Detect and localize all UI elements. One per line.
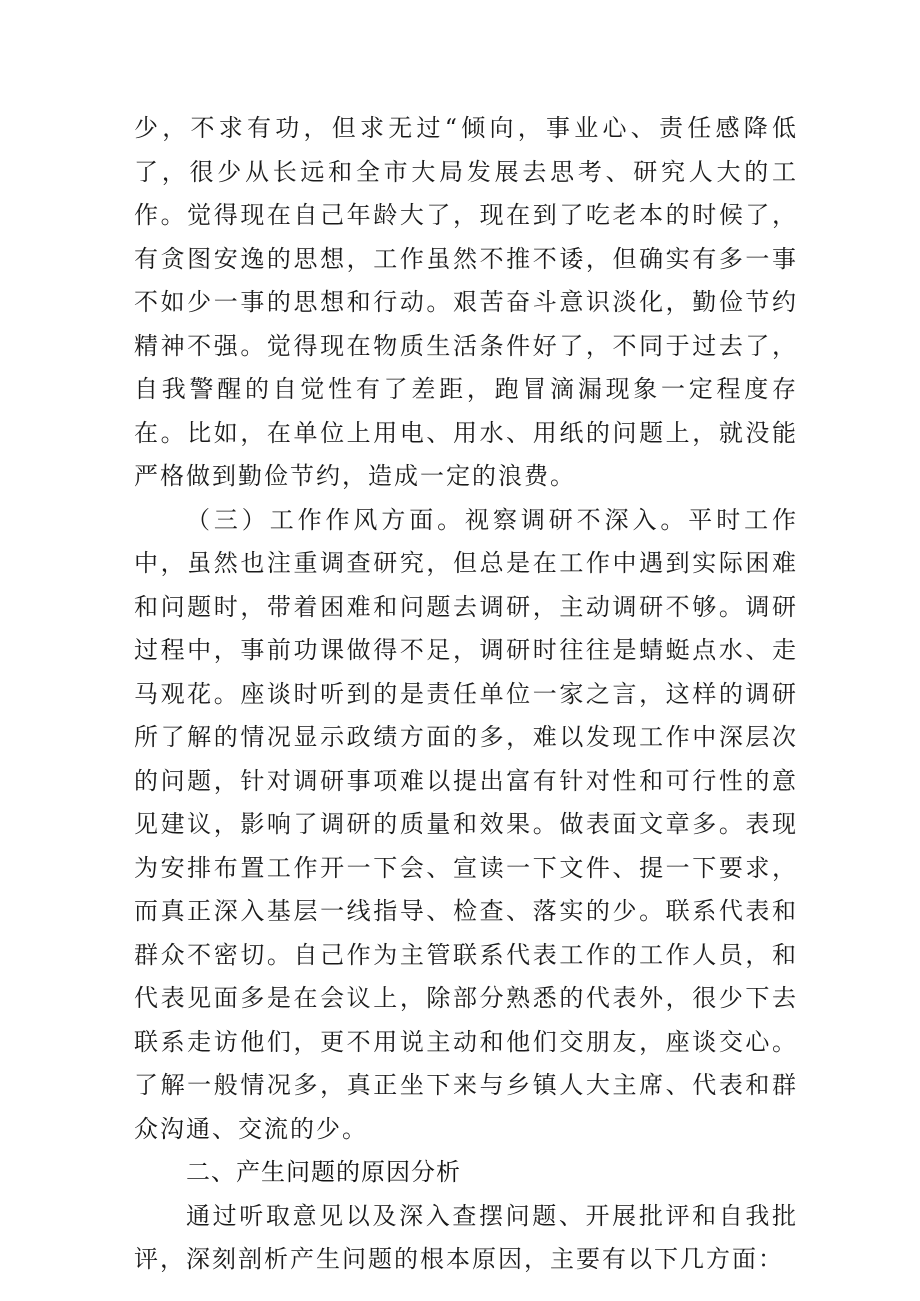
section-heading: 二、产生问题的原因分析 xyxy=(186,1158,461,1186)
paragraph-cause-analysis-intro: 通过听取意见以及深入查摆问题、开展批评和自我批评，深刻剖析产生问题的根本原因，主要有以下几方面： xyxy=(134,1201,798,1273)
paragraph-continuation: 少，不求有功，但求无过“倾向，事业心、责任感降低了，很少从长远和全市大局发展去思考、研究人大的工作。觉得现在自己年龄大了，现在到了吃老本的时候了，有贪图安逸的思想，工作虽然不推不诿，但确实有多一事不如少一事的思想和行动。艰苦奋斗意识淡化，勤俭节约精神不强。觉得现在物质生活条件好了，不同于过去了，自我警醒的自觉性有了差距，跑冒滴漏现象一定程度存在。比如，在单位上用电、用水、用纸的问题上，就没能严格做到勤俭节约，造成一定的浪费。 xyxy=(134,114,798,490)
document-body xyxy=(134,107,798,1282)
paragraph-work-style: （三）工作作风方面。视察调研不深入。平时工作中，虽然也注重调查研究，但总是在工作中遇到实际困难和问题时，带着困难和问题去调研，主动调研不够。调研过程中，事前功课做得不足，调研时往往是蜻蜓点水、走马观花。座谈时听到的是责任单位一家之言，这样的调研所了解的情况显示政绩方面的多，难以发现工作中深层次的问题，针对调研事项难以提出富有针对性和可行性的意见建议，影响了调研的质量和效果。做表面文章多。表现为安排布置工作开一下会、宣读一下文件、提一下要求，而真正深入基层一线指导、检查、落实的少。联系代表和群众不密切。自己作为主管联系代表工作的工作人员，和代表见面多是在会议上，除部分熟悉的代表外，很少下去联系走访他们，更不用说主动和他们交朋友，座谈交心。了解一般情况多，真正坐下来与乡镇人大主席、代表和群众沟通、交流的少。 xyxy=(134,505,798,1143)
